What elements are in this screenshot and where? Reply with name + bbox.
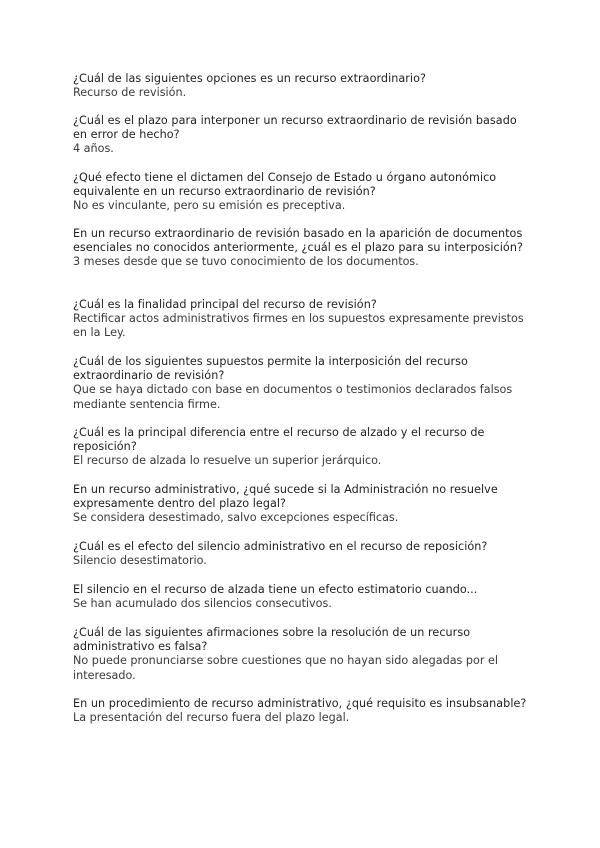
qa-item-2: [73, 114, 533, 157]
qa-item-8: [73, 483, 533, 526]
qa-item-10: [73, 583, 533, 611]
qa-item-12: [73, 697, 533, 725]
qa-item-11: [73, 626, 533, 683]
question-text: ¿Cuál es la finalidad principal del recurso de revisión?: [73, 298, 377, 311]
question-text: En un procedimiento de recurso administrativo, ¿qué requisito es insubsanable?: [73, 697, 527, 710]
qa-item-4: [73, 227, 533, 270]
answer-text: La presentación del recurso fuera del plazo legal.: [73, 711, 350, 725]
answer-text: Se han acumulado dos silencios consecutivos.: [73, 597, 332, 611]
qa-item-9: [73, 540, 533, 568]
answer-text: No es vinculante, pero su emisión es preceptiva.: [73, 199, 346, 213]
answer-text: Rectificar actos administrativos firmes en los supuestos expresamente previstos en la Ley.: [73, 312, 524, 340]
qa-item-6: [73, 355, 533, 412]
answer-text: El recurso de alzada lo resuelve un superior jerárquico.: [73, 454, 382, 468]
qa-item-3: [73, 171, 533, 214]
question-text: ¿Cuál de las siguientes afirmaciones sobre la resolución de un recurso administrativo es falsa?: [73, 626, 471, 654]
question-text: ¿Cuál es la principal diferencia entre el recurso de alzado y el recurso de reposición?: [73, 426, 485, 454]
answer-text: Silencio desestimatorio.: [73, 554, 207, 568]
question-text: En un recurso extraordinario de revisión basado en la aparición de documentos esenciales no conocidos anteriormente, ¿cuál es el plazo para su interposición?: [73, 227, 523, 255]
answer-text: 4 años.: [73, 142, 114, 156]
question-text: El silencio en el recurso de alzada tiene un efecto estimatorio cuando...: [73, 583, 478, 596]
question-text: ¿Cuál es el efecto del silencio administrativo en el recurso de reposición?: [73, 540, 488, 553]
question-text: ¿Cuál de las siguientes opciones es un recurso extraordinario?: [73, 72, 426, 85]
qa-item-5: [73, 298, 533, 341]
answer-text: Que se haya dictado con base en documentos o testimonios declarados falsos mediante sentencia firme.: [73, 383, 513, 411]
answer-text: Recurso de revisión.: [73, 86, 187, 100]
question-text: ¿Cuál de los siguientes supuestos permite la interposición del recurso extraordinario de revisión?: [73, 355, 468, 383]
qa-item-1: [73, 72, 533, 100]
answer-text: Se considera desestimado, salvo excepciones específicas.: [73, 511, 399, 525]
answer-text: No puede pronunciarse sobre cuestiones que no hayan sido alegadas por el interesado.: [73, 654, 499, 682]
question-text: En un recurso administrativo, ¿qué sucede si la Administración no resuelve expresamente dentro del plazo legal?: [73, 483, 498, 511]
qa-item-7: [73, 426, 533, 469]
question-text: ¿Qué efecto tiene el dictamen del Consejo de Estado u órgano autonómico equivalente en un recurso extraordinario de revisión?: [73, 171, 497, 199]
question-text: ¿Cuál es el plazo para interponer un recurso extraordinario de revisión basado en error de hecho?: [73, 114, 517, 142]
answer-text: 3 meses desde que se tuvo conocimiento de los documentos.: [73, 255, 419, 269]
